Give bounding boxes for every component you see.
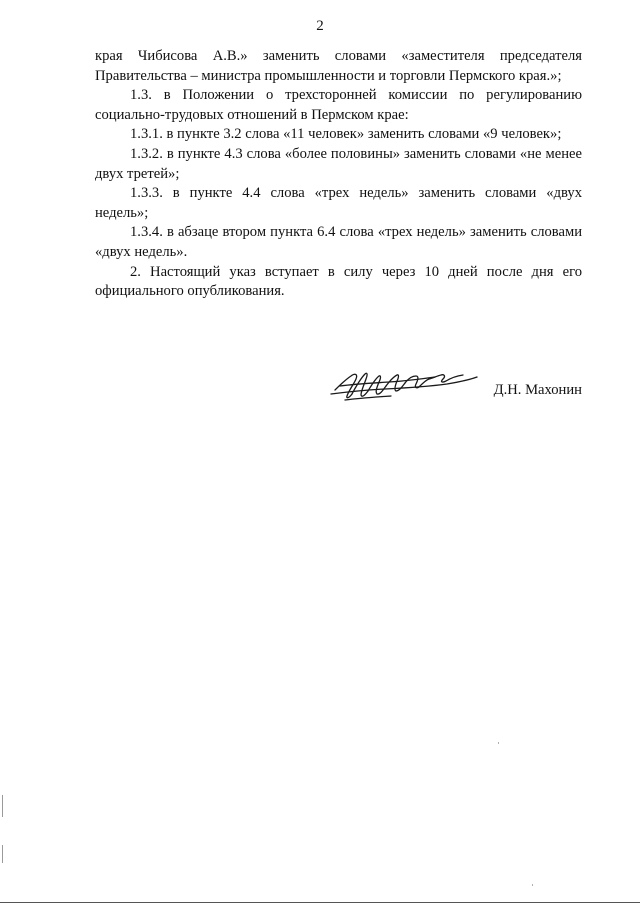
document-body	[95, 47, 582, 302]
scan-edge-mark	[2, 845, 3, 863]
paragraph-1-3-4: 1.3.4. в абзаце втором пункта 6.4 слова «трех недель» заменить словами «двух недель».	[95, 224, 582, 260]
paragraph-1-3-2: 1.3.2. в пункте 4.3 слова «более половины» заменить словами «не менее двух третей»;	[95, 145, 582, 182]
signer-name: Д.Н. Махонин	[493, 382, 582, 398]
page-number: 2	[316, 18, 324, 34]
paragraph-2: 2. Настоящий указ вступает в силу через 10 дней после дня его официального опубликования.	[95, 263, 582, 300]
scan-speck	[532, 884, 533, 886]
paragraph-1-3: 1.3. в Положении о трехсторонней комиссии по регулированию социально-трудовых отношений в Пермском крае:	[95, 87, 582, 123]
paragraph-1-3-1: 1.3.1. в пункте 3.2 слова «11 человек» заменить словами «9 человек»;	[130, 126, 562, 143]
signature-icon	[325, 362, 485, 412]
scan-edge-mark	[2, 795, 3, 817]
handwritten-signature	[325, 362, 485, 412]
scan-bottom-edge	[0, 902, 640, 903]
paragraph-1-3-3: 1.3.3. в пункте 4.4 слова «трех недель» заменить словами «двух недель»;	[95, 185, 582, 221]
scan-speck	[498, 742, 499, 744]
paragraph-continuation: края Чибисова А.В.» заменить словами «заместителя председателя Правительства – министра промышленности и торговли Пермского края.»;	[95, 48, 582, 84]
